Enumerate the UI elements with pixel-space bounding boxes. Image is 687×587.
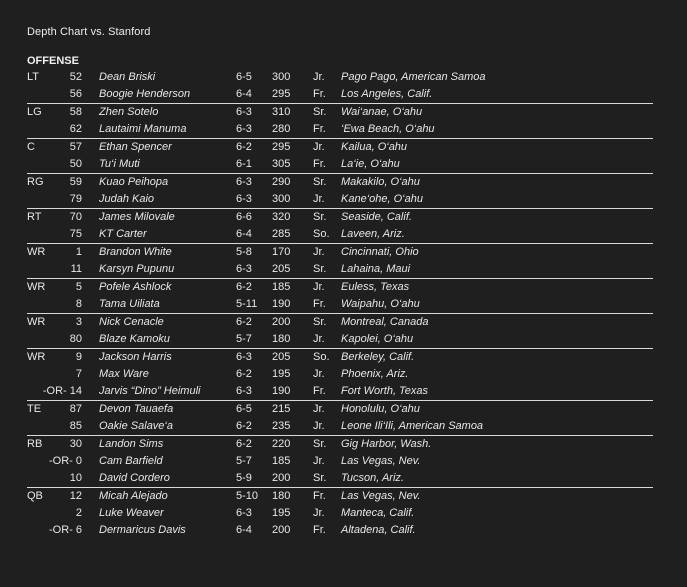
jersey-number: 50 xyxy=(69,158,82,170)
position-label: TE xyxy=(27,403,42,415)
player-hometown: Altadena, Calif. xyxy=(341,524,416,536)
player-height: 6-5 xyxy=(236,403,252,415)
player-height: 5-10 xyxy=(236,490,259,502)
player-name: Max Ware xyxy=(99,368,149,380)
player-weight: 170 xyxy=(272,246,291,258)
player-height: 6-4 xyxy=(236,88,252,100)
player-height: 6-2 xyxy=(236,438,252,450)
player-name: Jackson Harris xyxy=(99,351,172,363)
player-hometown: Kailua, O‘ahu xyxy=(341,141,408,153)
player-name: Cam Barfield xyxy=(99,455,163,467)
player-class-year: Jr. xyxy=(313,420,325,432)
position-label: WR xyxy=(27,351,46,363)
jersey-number: 1 xyxy=(75,246,82,258)
position-label: RT xyxy=(27,211,42,223)
player-weight: 180 xyxy=(272,333,291,345)
player-class-year: Jr. xyxy=(313,368,325,380)
player-weight: 295 xyxy=(272,88,291,100)
player-weight: 300 xyxy=(272,193,291,205)
player-height: 5-7 xyxy=(236,455,252,467)
jersey-number: 75 xyxy=(69,228,82,240)
jersey-number: 52 xyxy=(69,71,82,83)
player-height: 6-3 xyxy=(236,351,252,363)
position-label: RG xyxy=(27,176,44,188)
jersey-number: 87 xyxy=(69,403,82,415)
jersey-number: 57 xyxy=(69,141,82,153)
position-label: WR xyxy=(27,316,46,328)
player-height: 6-4 xyxy=(236,228,252,240)
player-name: David Cordero xyxy=(99,472,170,484)
player-row xyxy=(0,505,653,522)
player-height: 6-2 xyxy=(236,420,252,432)
player-class-year: Fr. xyxy=(313,490,326,502)
position-label: LT xyxy=(27,71,40,83)
position-label: QB xyxy=(27,490,43,502)
player-name: Karsyn Pupunu xyxy=(99,263,175,275)
position-group xyxy=(27,103,653,138)
player-height: 5-7 xyxy=(236,333,252,345)
jersey-number: 3 xyxy=(75,316,82,328)
player-hometown: Los Angeles, Calif. xyxy=(341,88,433,100)
player-weight: 200 xyxy=(272,472,291,484)
player-weight: 305 xyxy=(272,158,291,170)
player-class-year: Fr. xyxy=(313,123,326,135)
player-row xyxy=(0,104,653,121)
jersey-number: -OR- 14 xyxy=(42,385,82,397)
player-height: 6-2 xyxy=(236,368,252,380)
player-name: Kuao Peihopa xyxy=(99,176,169,188)
player-hometown: Leone Ili‘Ili, American Samoa xyxy=(341,420,484,432)
position-groups xyxy=(0,69,687,539)
player-height: 6-2 xyxy=(236,141,252,153)
page-title: Depth Chart vs. Stanford xyxy=(27,26,151,38)
player-hometown: Kane‘ohe, O‘ahu xyxy=(341,193,423,205)
jersey-number: 9 xyxy=(75,351,82,363)
position-label: WR xyxy=(27,246,46,258)
player-row xyxy=(0,174,653,191)
player-weight: 195 xyxy=(272,368,291,380)
position-group xyxy=(27,313,653,348)
player-name: Zhen Sotelo xyxy=(99,106,159,118)
player-name: Dean Briski xyxy=(99,71,156,83)
jersey-number: 11 xyxy=(70,263,82,275)
player-row xyxy=(0,244,653,261)
player-class-year: Sr. xyxy=(313,263,327,275)
player-name: Boogie Henderson xyxy=(99,88,191,100)
player-row xyxy=(0,331,653,348)
player-class-year: Jr. xyxy=(313,455,325,467)
player-class-year: Sr. xyxy=(313,211,327,223)
player-name: Landon Sims xyxy=(99,438,164,450)
position-group xyxy=(27,138,653,173)
player-weight: 195 xyxy=(272,507,291,519)
player-weight: 190 xyxy=(272,385,291,397)
player-name: Luke Weaver xyxy=(99,507,164,519)
player-hometown: Euless, Texas xyxy=(341,281,410,293)
player-name: Micah Alejado xyxy=(99,490,168,502)
player-class-year: Fr. xyxy=(313,524,326,536)
player-row xyxy=(0,314,653,331)
jersey-number: 79 xyxy=(69,193,82,205)
player-height: 6-6 xyxy=(236,211,252,223)
player-name: Ethan Spencer xyxy=(99,141,172,153)
player-row xyxy=(0,191,653,208)
player-hometown: ‘Ewa Beach, O‘ahu xyxy=(341,123,435,135)
player-name: Jarvis “Dino” Heimuli xyxy=(99,385,201,397)
section-heading-offense: OFFENSE xyxy=(27,55,79,67)
player-hometown: Cincinnati, Ohio xyxy=(341,246,419,258)
player-class-year: Sr. xyxy=(313,176,327,188)
player-class-year: Jr. xyxy=(313,246,325,258)
player-weight: 295 xyxy=(272,141,291,153)
player-weight: 205 xyxy=(272,351,291,363)
player-class-year: Sr. xyxy=(313,438,327,450)
player-hometown: Waipahu, O‘ahu xyxy=(341,298,420,310)
player-class-year: Fr. xyxy=(313,88,326,100)
player-row xyxy=(0,139,653,156)
player-height: 6-5 xyxy=(236,71,252,83)
jersey-number: -OR- 0 xyxy=(49,455,82,467)
player-hometown: Seaside, Calif. xyxy=(341,211,412,223)
player-weight: 320 xyxy=(272,211,291,223)
player-weight: 310 xyxy=(272,106,291,118)
player-hometown: Lahaina, Maui xyxy=(341,263,411,275)
jersey-number: 70 xyxy=(69,211,82,223)
player-weight: 185 xyxy=(272,281,291,293)
jersey-number: 80 xyxy=(69,333,82,345)
player-height: 6-3 xyxy=(236,263,252,275)
player-weight: 185 xyxy=(272,455,291,467)
player-name: James Milovale xyxy=(99,211,175,223)
player-hometown: Gig Harbor, Wash. xyxy=(341,438,432,450)
player-class-year: So. xyxy=(313,351,330,363)
player-hometown: Pago Pago, American Samoa xyxy=(341,71,486,83)
player-class-year: Jr. xyxy=(313,333,325,345)
player-name: Tu‘i Muti xyxy=(99,158,140,170)
player-class-year: So. xyxy=(313,228,330,240)
position-label: LG xyxy=(27,106,42,118)
player-weight: 290 xyxy=(272,176,291,188)
player-weight: 215 xyxy=(272,403,291,415)
player-hometown: Las Vegas, Nev. xyxy=(341,455,421,467)
player-height: 5-8 xyxy=(236,246,252,258)
player-hometown: Las Vegas, Nev. xyxy=(341,490,421,502)
player-row xyxy=(0,121,653,138)
player-class-year: Sr. xyxy=(313,106,327,118)
jersey-number: 8 xyxy=(75,298,82,310)
player-class-year: Sr. xyxy=(313,316,327,328)
player-weight: 205 xyxy=(272,263,291,275)
player-row xyxy=(0,436,653,453)
position-group xyxy=(27,173,653,208)
position-label: C xyxy=(27,141,35,153)
player-height: 6-3 xyxy=(236,385,252,397)
player-hometown: Wai‘anae, O‘ahu xyxy=(341,106,423,118)
position-label: WR xyxy=(27,281,46,293)
player-height: 6-3 xyxy=(236,193,252,205)
player-weight: 200 xyxy=(272,524,291,536)
player-hometown: La‘ie, O‘ahu xyxy=(341,158,400,170)
player-height: 6-2 xyxy=(236,316,252,328)
position-group xyxy=(27,348,653,400)
player-hometown: Montreal, Canada xyxy=(341,316,429,328)
jersey-number: 10 xyxy=(69,472,82,484)
player-class-year: Jr. xyxy=(313,193,325,205)
player-row xyxy=(0,418,653,435)
player-row xyxy=(0,366,653,383)
player-hometown: Phoenix, Ariz. xyxy=(341,368,409,380)
jersey-number: 7 xyxy=(75,368,82,380)
position-label: RB xyxy=(27,438,43,450)
jersey-number: -OR- 6 xyxy=(49,524,82,536)
player-height: 6-3 xyxy=(236,507,252,519)
player-row xyxy=(0,209,653,226)
player-weight: 220 xyxy=(272,438,291,450)
jersey-number: 62 xyxy=(69,123,82,135)
player-class-year: Jr. xyxy=(313,281,325,293)
player-row xyxy=(0,349,653,366)
player-row xyxy=(0,156,653,173)
player-class-year: Fr. xyxy=(313,298,326,310)
player-weight: 235 xyxy=(272,420,291,432)
player-hometown: Berkeley, Calif. xyxy=(341,351,415,363)
player-name: Pofele Ashlock xyxy=(99,281,172,293)
player-row xyxy=(0,401,653,418)
player-height: 5-9 xyxy=(236,472,252,484)
player-weight: 200 xyxy=(272,316,291,328)
jersey-number: 85 xyxy=(69,420,82,432)
player-height: 5-11 xyxy=(236,298,258,310)
jersey-number: 58 xyxy=(69,106,82,118)
player-row xyxy=(0,383,653,400)
position-group xyxy=(27,243,653,278)
player-weight: 280 xyxy=(272,123,291,135)
player-class-year: Fr. xyxy=(313,385,326,397)
jersey-number: 56 xyxy=(69,88,82,100)
player-class-year: Fr. xyxy=(313,158,326,170)
player-height: 6-4 xyxy=(236,524,252,536)
player-weight: 285 xyxy=(272,228,291,240)
player-class-year: Sr. xyxy=(313,472,327,484)
player-row xyxy=(0,522,653,539)
player-height: 6-3 xyxy=(236,106,252,118)
player-name: Oakie Salave‘a xyxy=(99,420,173,432)
player-name: Judah Kaio xyxy=(99,193,155,205)
jersey-number: 30 xyxy=(69,438,82,450)
player-row xyxy=(0,261,653,278)
player-class-year: Jr. xyxy=(313,507,325,519)
player-row xyxy=(0,488,653,505)
player-hometown: Manteca, Calif. xyxy=(341,507,415,519)
player-name: Brandon White xyxy=(99,246,172,258)
position-group xyxy=(27,487,653,539)
player-hometown: Kapolei, O‘ahu xyxy=(341,333,414,345)
position-group xyxy=(27,400,653,435)
player-name: Lautaimi Manuma xyxy=(99,123,187,135)
player-class-year: Jr. xyxy=(313,141,325,153)
player-hometown: Laveen, Ariz. xyxy=(341,228,405,240)
jersey-number: 59 xyxy=(69,176,82,188)
player-hometown: Makakilo, O‘ahu xyxy=(341,176,420,188)
jersey-number: 12 xyxy=(69,490,82,502)
player-height: 6-2 xyxy=(236,281,252,293)
position-group xyxy=(27,435,653,487)
player-height: 6-1 xyxy=(236,158,252,170)
player-hometown: Tucson, Ariz. xyxy=(341,472,404,484)
player-name: Nick Cenacle xyxy=(99,316,164,328)
player-name: KT Carter xyxy=(99,228,147,240)
jersey-number: 2 xyxy=(75,507,82,519)
position-group xyxy=(27,278,653,313)
player-height: 6-3 xyxy=(236,176,252,188)
player-name: Blaze Kamoku xyxy=(99,333,170,345)
player-row xyxy=(0,296,653,313)
player-row xyxy=(0,86,687,103)
position-group xyxy=(0,69,687,103)
player-row xyxy=(0,279,653,296)
player-row xyxy=(0,453,653,470)
player-row xyxy=(0,69,687,86)
player-weight: 180 xyxy=(272,490,291,502)
player-name: Devon Tauaefa xyxy=(99,403,174,415)
player-name: Dermaricus Davis xyxy=(99,524,186,536)
player-row xyxy=(0,226,653,243)
player-weight: 190 xyxy=(272,298,291,310)
player-hometown: Fort Worth, Texas xyxy=(341,385,429,397)
player-name: Tama Uiliata xyxy=(99,298,160,310)
jersey-number: 5 xyxy=(75,281,82,293)
player-class-year: Jr. xyxy=(313,71,325,83)
position-group xyxy=(27,208,653,243)
player-row xyxy=(0,470,653,487)
player-weight: 300 xyxy=(272,71,291,83)
player-class-year: Jr. xyxy=(313,403,325,415)
player-height: 6-3 xyxy=(236,123,252,135)
player-hometown: Honolulu, O‘ahu xyxy=(341,403,420,415)
